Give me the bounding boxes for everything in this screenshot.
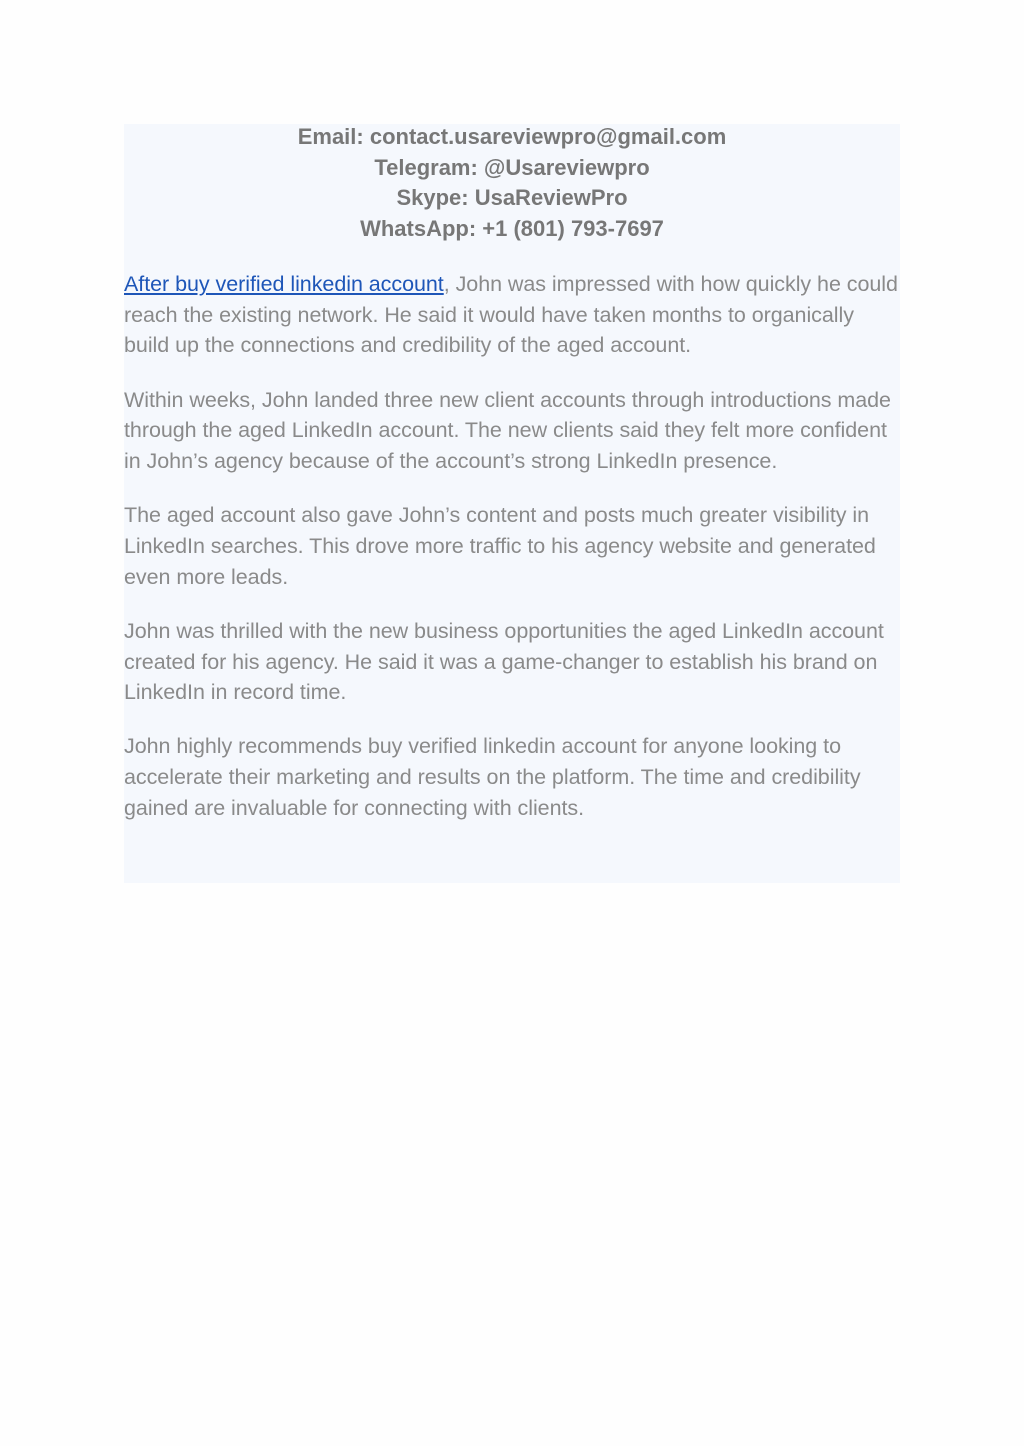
paragraph-intro [124, 269, 900, 361]
paragraph-visibility: The aged account also gave John’s content and posts much greater visibility in LinkedIn searches. This drove more traffic to his agency website and generated even more leads. [124, 503, 876, 589]
contact-skype: Skype: UsaReviewPro [396, 185, 628, 210]
content-block [124, 124, 900, 883]
contact-email: Email: contact.usareviewpro@gmail.com [297, 124, 727, 149]
paragraph-opportunities: John was thrilled with the new business opportunities the aged LinkedIn account created for his agency. He said it was a game-changer to establish his brand on LinkedIn in record time. [124, 618, 884, 705]
contact-whatsapp: WhatsApp: +1 (801) 793-7697 [360, 215, 664, 241]
buy-verified-linkedin-link[interactable]: After buy verified linkedin account [124, 272, 444, 296]
contact-info [124, 122, 900, 244]
contact-telegram: Telegram: @Usareviewpro [374, 154, 650, 180]
paragraph-recommendation: John highly recommends buy verified linkedin account for anyone looking to accelerate their marketing and results on the platform. The time and credibility gained are invaluable for connecting with clients. [124, 734, 861, 820]
paragraph-intro-text: , John was impressed with how quickly he could reach the existing network. He said it would have taken months to organically build up the connections and credibility of the aged account. [124, 272, 898, 358]
paragraph-client-accounts: Within weeks, John landed three new client accounts through introductions made through the aged LinkedIn account. The new clients said they felt more confident in John’s agency because of the account’s strong LinkedIn presence. [124, 387, 891, 474]
